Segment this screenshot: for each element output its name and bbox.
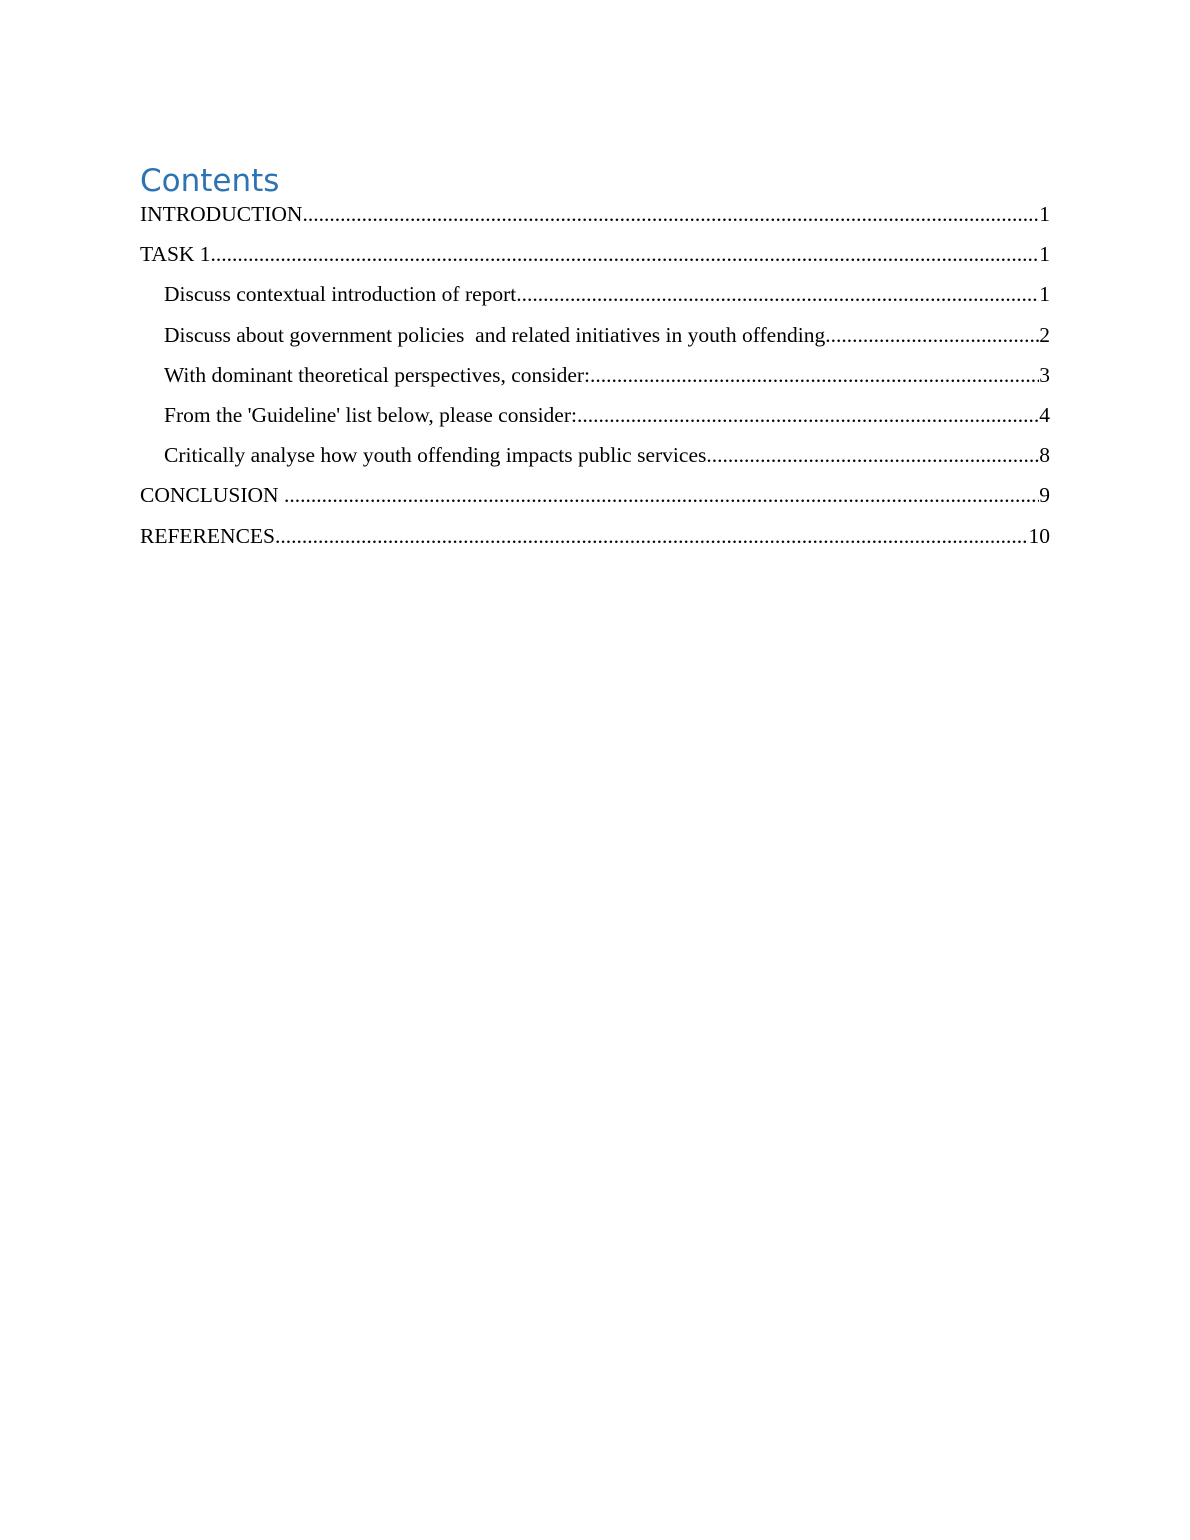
dot-leader — [516, 282, 1039, 307]
toc-entry-task-1[interactable] — [140, 242, 1050, 282]
toc-entry-page-number: 1 — [1039, 282, 1050, 307]
dot-leader — [706, 443, 1039, 468]
toc-entry-conclusion[interactable] — [140, 483, 1050, 523]
dot-leader — [275, 524, 1029, 549]
toc-entry-theoretical-perspectives[interactable] — [140, 363, 1050, 403]
dot-leader — [577, 403, 1039, 428]
toc-entry-page-number: 9 — [1039, 483, 1050, 508]
toc-entry-label: Discuss contextual introduction of report — [164, 282, 517, 307]
toc-entry-contextual-introduction[interactable] — [140, 282, 1050, 322]
toc-entry-references[interactable] — [140, 524, 1050, 564]
toc-title: Contents — [140, 163, 280, 199]
toc-entry-public-services-impact[interactable] — [140, 443, 1050, 483]
table-of-contents — [140, 160, 1050, 564]
toc-entry-page-number: 3 — [1039, 362, 1050, 387]
toc-entry-page-number: 2 — [1039, 322, 1050, 347]
toc-entry-page-number: 8 — [1039, 443, 1050, 468]
dot-leader — [825, 323, 1039, 348]
toc-entry-label: REFERENCES — [140, 523, 275, 548]
toc-entry-page-number: 10 — [1028, 523, 1050, 548]
toc-entry-label: TASK 1 — [140, 242, 211, 267]
toc-entry-page-number: 4 — [1039, 402, 1050, 427]
toc-entry-government-policies[interactable] — [140, 323, 1050, 363]
toc-entry-page-number: 1 — [1039, 202, 1050, 226]
toc-entry-label: CONCLUSION — [140, 483, 284, 508]
toc-entry-label: Critically analyse how youth offending impacts public services — [164, 443, 707, 468]
toc-list — [140, 202, 1050, 564]
toc-entry-label: Discuss about government policies and related initiatives in youth offending — [164, 322, 826, 347]
dot-leader — [590, 363, 1039, 388]
dot-leader — [284, 483, 1039, 508]
toc-entry-label: With dominant theoretical perspectives, consider: — [164, 362, 591, 387]
dot-leader — [211, 242, 1040, 267]
toc-entry-label: From the 'Guideline' list below, please consider: — [164, 402, 577, 427]
toc-entry-label: INTRODUCTION — [140, 202, 303, 226]
toc-entry-page-number: 1 — [1039, 242, 1050, 267]
dot-leader — [302, 202, 1039, 227]
toc-entry-guideline-list[interactable] — [140, 403, 1050, 443]
toc-entry-introduction[interactable] — [140, 202, 1050, 242]
